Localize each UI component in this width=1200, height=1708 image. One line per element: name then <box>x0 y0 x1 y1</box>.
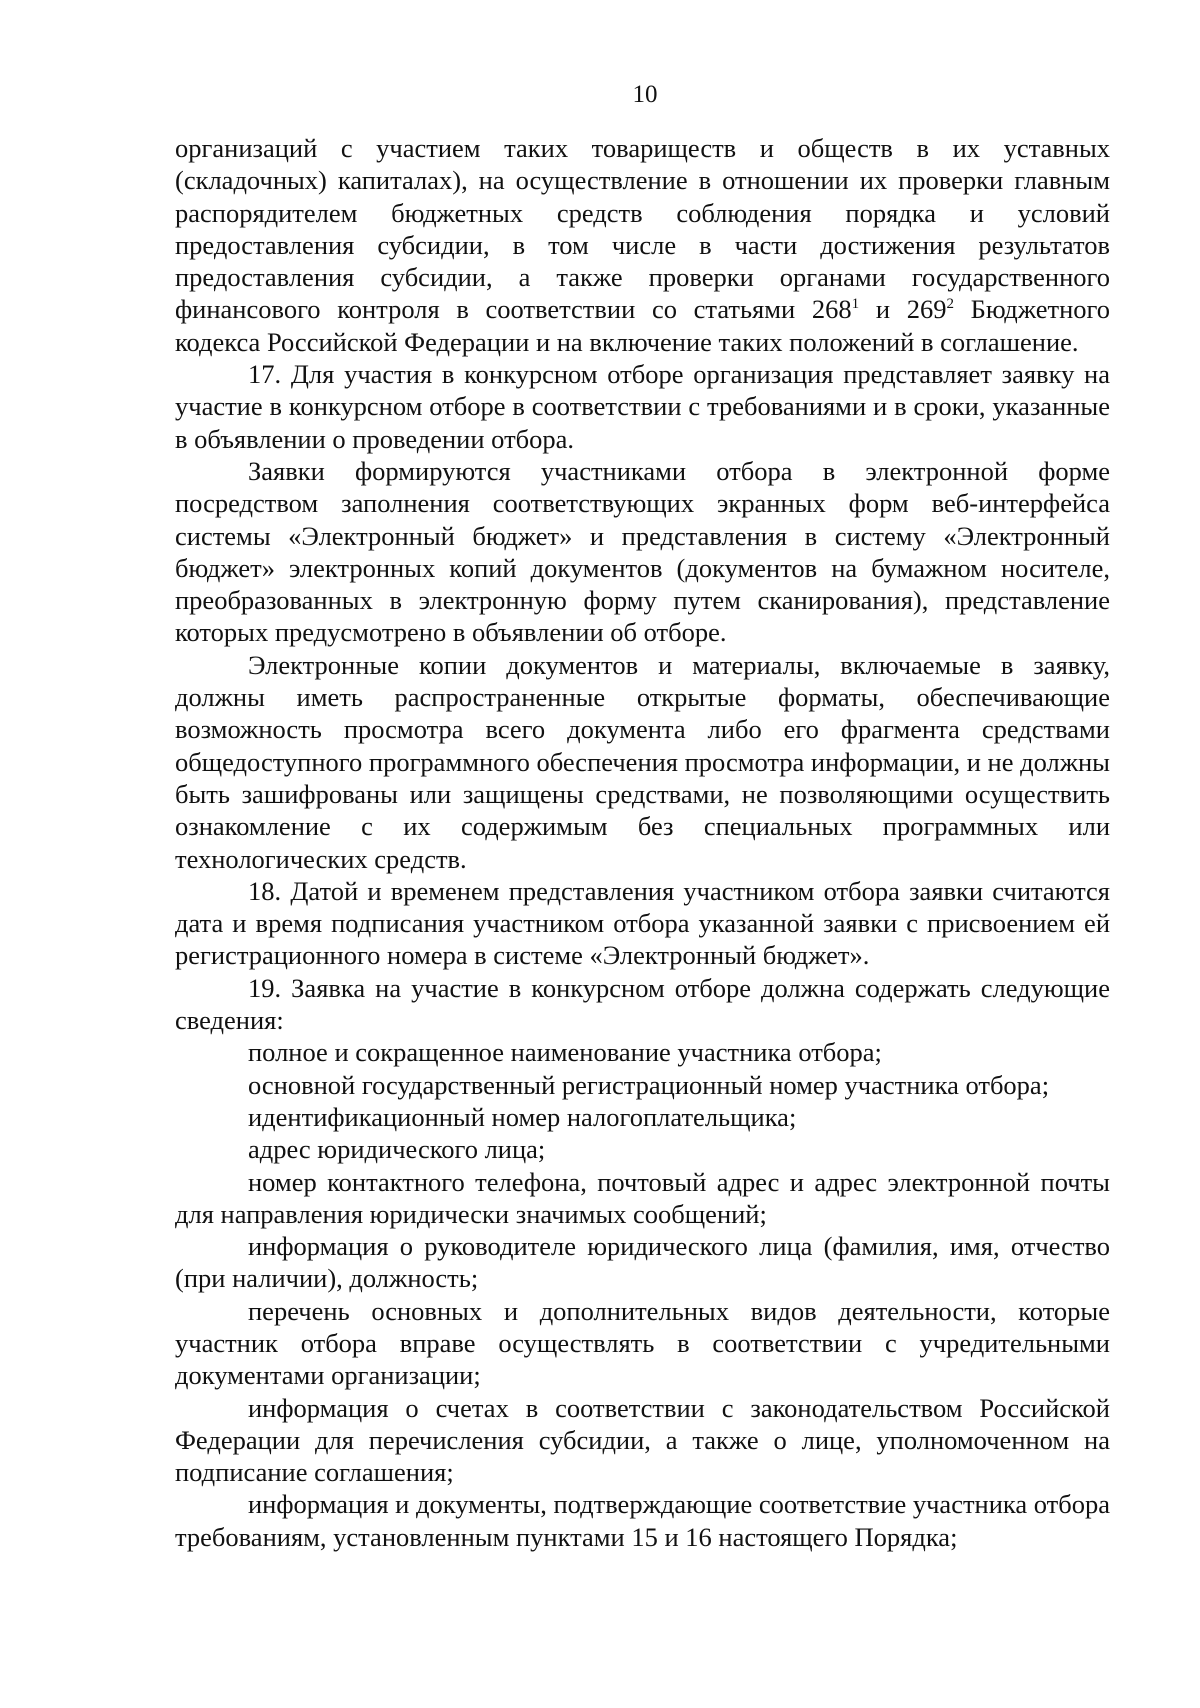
list-item: идентификационный номер налогоплательщика; <box>248 1101 797 1132</box>
superscript: 2 <box>946 296 954 313</box>
page-number: 10 <box>632 81 658 108</box>
list-item: основной государственный регистрационный номер участника отбора; <box>248 1069 1050 1100</box>
document-body <box>175 132 1110 1553</box>
list-item: информация о руководителе юридического лица (фамилия, имя, отчество (при наличии), должность; <box>175 1231 1110 1294</box>
paragraph-19: 19. Заявка на участие в конкурсном отборе должна содержать следующие сведения: <box>175 972 1110 1036</box>
list-item: номер контактного телефона, почтовый адрес и адрес электронной почты для направления юридически значимых сообщений; <box>175 1166 1110 1229</box>
list-item: полное и сокращенное наименование участника отбора; <box>248 1037 882 1068</box>
list-item: информация о счетах в соответствии с законодательством Российской Федерации для перечисления субсидии, а также о лице, уполномоченном на подписание соглашения; <box>175 1392 1110 1488</box>
paragraph-text: и 269 <box>859 294 947 325</box>
paragraph: Заявки формируются участниками отбора в электронной форме посредством заполнения соответствующих экранных форм веб-интерфейса системы «Электронный бюджет» и представления в систему «Электронный бюджет» электронных копий документов (документов на бумажном носителе, преобразованных в электронную форму путем сканирования), представление которых предусмотрено в объявлении об отборе. <box>175 455 1110 648</box>
list-item: информация и документы, подтверждающие соответствие участника отбора требованиям, установленным пунктами 15 и 16 настоящего Порядка; <box>175 1489 1110 1552</box>
superscript: 1 <box>851 296 860 313</box>
list-item: перечень основных и дополнительных видов деятельности, которые участник отбора вправе осуществлять в соответствии с учредительными документами организации; <box>175 1295 1110 1391</box>
paragraph-18: 18. Датой и временем представления участником отбора заявки считаются дата и время подписания участником отбора указанной заявки с присвоением ей регистрационного номера в системе «Электронный бюджет». <box>175 875 1110 971</box>
list-item: адрес юридического лица; <box>248 1134 546 1165</box>
paragraph-17: 17. Для участия в конкурсном отборе организация представляет заявку на участие в конкурсном отборе в соответствии с требованиями и в сроки, указанные в объявлении о проведении отбора. <box>175 359 1110 454</box>
paragraph: Электронные копии документов и материалы, включаемые в заявку, должны иметь распространенные открытые форматы, обеспечивающие возможность просмотра всего документа либо его фрагмента средствами общедоступного программного обеспечения просмотра информации, и не должны быть зашифрованы или защищены средствами, не позволяющими осуществить ознакомление с их содержимым без специальных программных или технологических средств. <box>175 649 1110 874</box>
paragraph-continuation <box>175 132 1110 358</box>
paragraph-text: Бюджетного кодекса Российской Федерации и на включение таких положений в соглашение. <box>175 294 1110 357</box>
paragraph-text: организаций с участием таких товариществ и обществ в их уставных (складочных) капиталах), на осуществление в отношении их проверки главным распорядителем бюджетных средств соблюдения порядка и условий предоставления субсидии, в том числе в части достижения результатов предоставления субсидии, а также проверки органами государственного финансового контроля в соответствии со статьями 268 <box>175 133 1110 325</box>
